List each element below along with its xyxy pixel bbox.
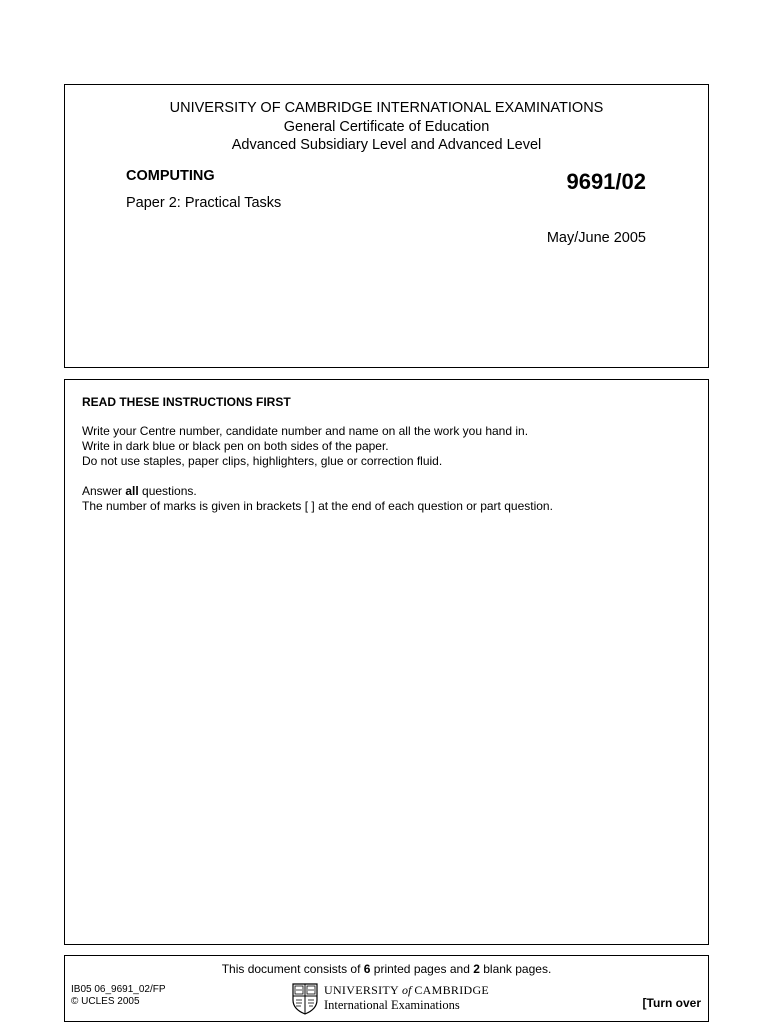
answer-instruction: [82, 484, 197, 499]
exam-session: May/June 2005: [546, 230, 646, 246]
logo-of: of: [402, 983, 412, 997]
answer-emphasis: all: [125, 484, 139, 498]
marks-instruction: The number of marks is given in brackets [ ] at the end of each question or part question.: [82, 499, 553, 513]
instructions-title: READ THESE INSTRUCTIONS FIRST: [82, 395, 291, 409]
university-name: UNIVERSITY OF CAMBRIDGE INTERNATIONAL EXAMINATIONS: [169, 100, 604, 116]
doc-suffix: blank pages.: [479, 962, 552, 976]
reference-code: IB05 06_9691_02/FP: [71, 984, 166, 995]
doc-prefix: This document consists of: [221, 962, 364, 976]
logo-subtitle: International Examinations: [324, 998, 460, 1012]
instruction-line: Do not use staples, paper clips, highlighters, glue or correction fluid.: [82, 454, 443, 468]
answer-prefix: Answer: [82, 484, 126, 498]
subject-title: COMPUTING: [126, 168, 215, 184]
footer-box: [64, 955, 709, 1022]
printed-pages-count: 6: [363, 962, 371, 976]
level-name: Advanced Subsidiary Level and Advanced Level: [231, 137, 542, 153]
doc-middle: printed pages and: [370, 962, 474, 976]
turn-over-note: [Turn over: [642, 996, 701, 1010]
logo-university: UNIVERSITY: [324, 983, 399, 997]
page-count-note: [65, 962, 708, 977]
instruction-line: Write in dark blue or black pen on both sides of the paper.: [82, 439, 389, 453]
copyright-notice: © UCLES 2005: [71, 996, 140, 1007]
blank-pages-count: 2: [473, 962, 480, 976]
instruction-line: Write your Centre number, candidate number and name on all the work you hand in.: [82, 424, 529, 438]
instructions-list: [82, 424, 528, 469]
paper-title: Paper 2: Practical Tasks: [126, 195, 282, 211]
logo-cambridge: CAMBRIDGE: [414, 983, 490, 997]
paper-code: 9691/02: [566, 169, 646, 194]
answer-suffix: questions.: [138, 484, 197, 498]
certificate-name: General Certificate of Education: [283, 119, 490, 135]
logo-wordmark: [324, 983, 489, 1013]
instructions-box: [64, 379, 709, 945]
header-box: [64, 84, 709, 368]
cambridge-crest-icon: [292, 983, 318, 1015]
